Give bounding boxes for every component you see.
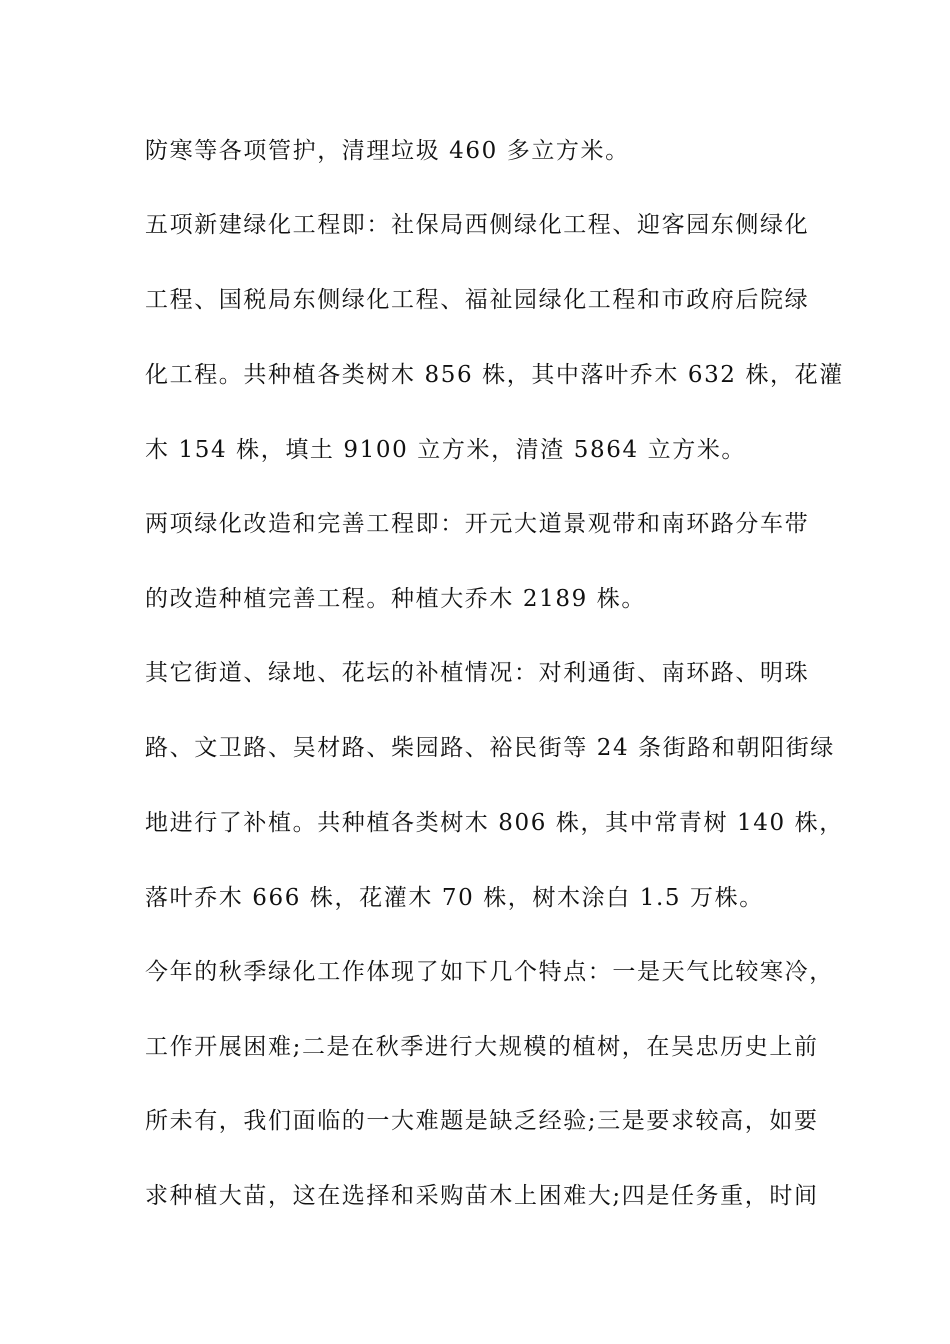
text-line: 工作开展困难;二是在秋季进行大规模的植树，在吴忠历史上前 [145,1034,819,1060]
text-line: 求种植大苗，这在选择和采购苗木上困难大;四是任务重，时间 [145,1183,819,1209]
text-line: 工程、国税局东侧绿化工程、福祉园绿化工程和市政府后院绿 [145,287,810,313]
text-line: 地进行了补植。共种植各类树木 806 株，其中常青树 140 株， [145,810,844,836]
text-line: 两项绿化改造和完善工程即：开元大道景观带和南环路分车带 [145,511,810,537]
text-line: 木 154 株，填土 9100 立方米，清渣 5864 立方米。 [145,437,747,463]
text-line: 其它街道、绿地、花坛的补植情况：对利通街、南环路、明珠 [145,660,810,686]
text-line: 五项新建绿化工程即：社保局西侧绿化工程、迎客园东侧绿化 [145,212,810,238]
text-line: 的改造种植完善工程。种植大乔木 2189 株。 [145,586,646,612]
text-line: 路、文卫路、吴材路、柴园路、裕民街等 24 条街路和朝阳街绿 [145,735,835,761]
text-line: 防寒等各项管护，清理垃圾 460 多立方米。 [145,138,630,164]
text-line: 所未有，我们面临的一大难题是缺乏经验;三是要求较高，如要 [145,1108,819,1134]
text-line: 化工程。共种植各类树木 856 株，其中落叶乔木 632 株，花灌 [145,362,844,388]
text-line: 今年的秋季绿化工作体现了如下几个特点：一是天气比较寒冷， [145,959,834,985]
text-line: 落叶乔木 666 株，花灌木 70 株，树木涂白 1.5 万株。 [145,885,764,911]
